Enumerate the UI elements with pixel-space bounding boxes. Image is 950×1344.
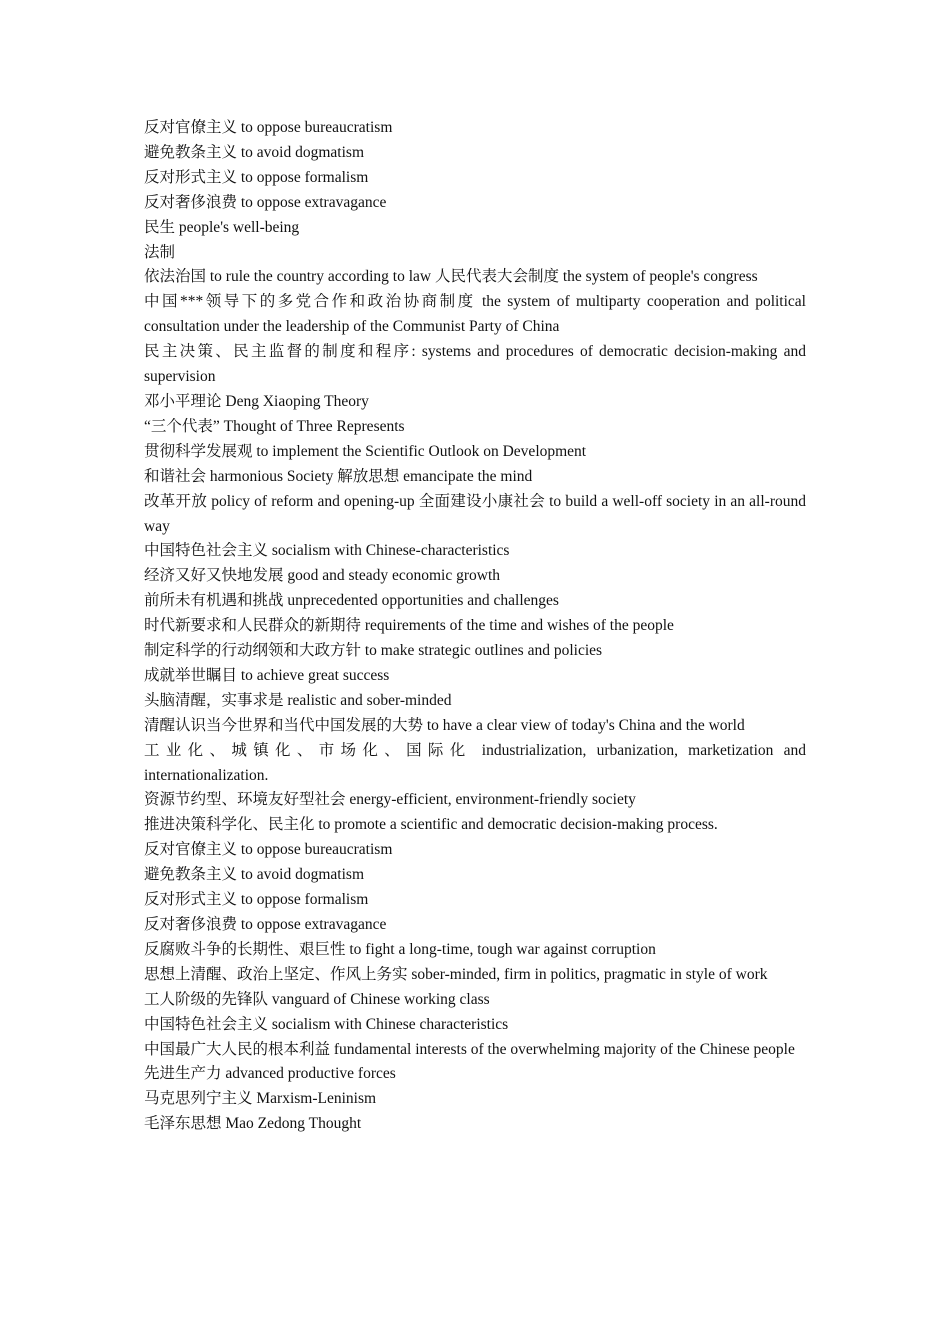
glossary-line: 头脑清醒，实事求是 realistic and sober-minded xyxy=(144,691,452,709)
glossary-line: 反腐败斗争的长期性、艰巨性 to fight a long-time, tough war against corruption xyxy=(144,940,656,958)
glossary-line: 避免教条主义 to avoid dogmatism xyxy=(144,143,365,161)
glossary-line: 推进决策科学化、民主化 to promote a scientific and democratic decision-making process. xyxy=(144,816,718,834)
document-body xyxy=(144,116,806,1137)
glossary-line: 贯彻科学发展观 to implement the Scientific Outlook on Development xyxy=(144,442,587,460)
glossary-line: 反对奢侈浪费 to oppose extravagance xyxy=(144,193,387,211)
glossary-line: 邓小平理论 Deng Xiaoping Theory xyxy=(144,392,369,410)
glossary-line: 中国特色社会主义 socialism with Chinese characteristics xyxy=(144,1015,509,1033)
glossary-line: 改革开放 policy of reform and opening-up 全面建设小康社会 to build a well-off society in an all-round way xyxy=(144,492,806,535)
glossary-line: 反对官僚主义 to oppose bureaucratism xyxy=(144,841,393,859)
glossary-line: 思想上清醒、政治上坚定、作风上务实 sober-minded, firm in politics, pragmatic in style of work xyxy=(144,965,768,983)
glossary-line: 经济又好又快地发展 good and steady economic growth xyxy=(144,567,501,585)
glossary-line: 资源节约型、环境友好型社会 energy-efficient, environment-friendly society xyxy=(144,791,636,809)
glossary-line: 避免教条主义 to avoid dogmatism xyxy=(144,866,365,884)
glossary-line: 清醒认识当今世界和当代中国发展的大势 to have a clear view of today's China and the world xyxy=(144,716,745,734)
glossary-line: 时代新要求和人民群众的新期待 requirements of the time and wishes of the people xyxy=(144,617,674,635)
glossary-line: 反对形式主义 to oppose formalism xyxy=(144,891,369,909)
glossary-line: 中国***领导下的多党合作和政治协商制度 the system of multiparty cooperation and political consultation under the leadership of the Communist Party of China xyxy=(144,293,806,336)
glossary-line: 工人阶级的先锋队 vanguard of Chinese working class xyxy=(144,990,490,1008)
glossary-line: 中国最广大人民的根本利益 fundamental interests of the overwhelming majority of the Chinese people xyxy=(144,1040,795,1058)
glossary-line: 反对官僚主义 to oppose bureaucratism xyxy=(144,119,393,136)
glossary-line: 反对奢侈浪费 to oppose extravagance xyxy=(144,916,387,933)
glossary-line: 毛泽东思想 Mao Zedong Thought xyxy=(144,1115,362,1133)
glossary-line: 前所未有机遇和挑战 unprecedented opportunities and challenges xyxy=(144,592,559,610)
glossary-line: “三个代表” Thought of Three Represents xyxy=(144,417,405,435)
glossary-line: 先进生产力 advanced productive forces xyxy=(144,1065,396,1083)
glossary-line: 依法治国 to rule the country according to law 人民代表大会制度 the system of people's congress xyxy=(144,268,758,286)
glossary-line: 中国特色社会主义 socialism with Chinese-characteristics xyxy=(144,542,510,560)
glossary-line: 民生 people's well-being xyxy=(144,218,300,236)
glossary-line: 制定科学的行动纲领和大政方针 to make strategic outlines and policies xyxy=(144,642,603,660)
glossary-line: 和谐社会 harmonious Society 解放思想 emancipate the mind xyxy=(144,467,533,485)
glossary-line: 成就举世瞩目 to achieve great success xyxy=(144,666,390,684)
glossary-line: 马克思列宁主义 Marxism-Leninism xyxy=(144,1090,377,1108)
glossary-line: 民主决策、民主监督的制度和程序: systems and procedures of democratic decision-making and supervision xyxy=(144,343,806,386)
glossary-line: 反对形式主义 to oppose formalism xyxy=(144,168,369,186)
glossary-line: 法制 xyxy=(144,243,176,261)
glossary-line: 工业化、城镇化、市场化、国际化 industrialization, urbanization, marketization and internationalization. xyxy=(144,741,806,784)
